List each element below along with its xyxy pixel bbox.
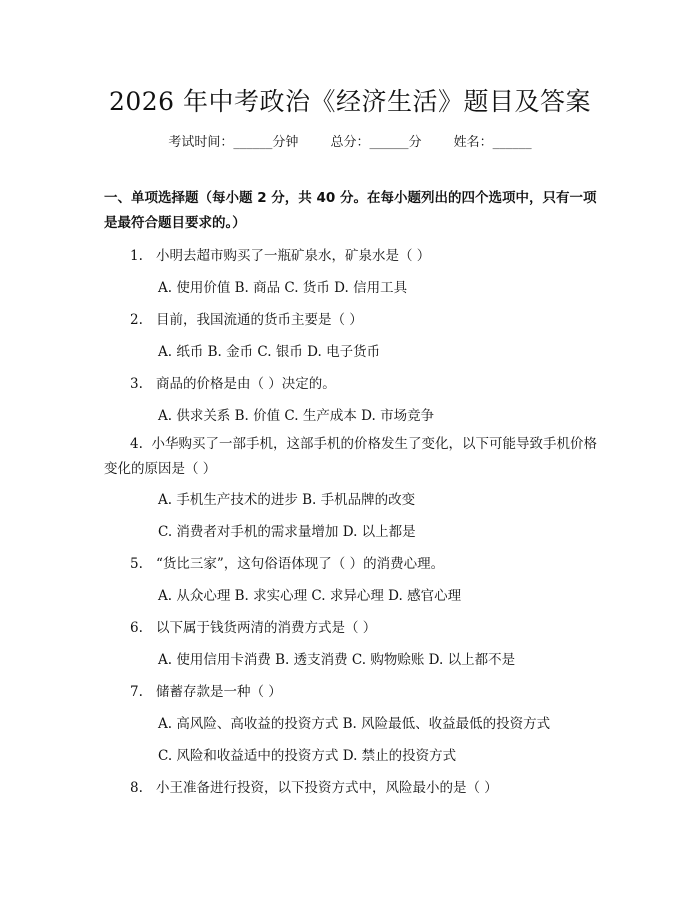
question-options: A. 手机生产技术的进步 B. 手机品牌的改变: [158, 492, 416, 508]
section-heading: 一、单项选择题（每小题 2 分，共 40 分。在每小题列出的四个选项中，只有一项是最符合题目要求的。）: [104, 190, 597, 231]
question-text: 以下属于钱货两清的消费方式是（ ）: [156, 620, 377, 636]
question-number: 2.: [130, 312, 143, 328]
question-number: 3.: [130, 376, 143, 392]
question-options: C. 风险和收益适中的投资方式 D. 禁止的投资方式: [158, 748, 457, 764]
question-number: 7.: [130, 684, 143, 700]
question-number: 5.: [130, 556, 143, 572]
student-name-field: 姓名：______: [453, 135, 532, 150]
question-item: [130, 776, 498, 796]
question-item: [130, 680, 282, 700]
question-item: [130, 244, 430, 264]
question-text: 小华购买了一部手机，这部手机的价格发生了变化，以下可能导致手机价格变化的原因是（ ）: [104, 436, 597, 477]
exam-time-field: 考试时间：______分钟: [168, 135, 299, 150]
question-item: [130, 308, 363, 328]
page-title: 2026 年中考政治《经济生活》题目及答案: [108, 87, 592, 116]
question-text: 储蓄存款是一种（ ）: [156, 684, 282, 700]
question-number: 8.: [130, 780, 143, 796]
question-text: 目前，我国流通的货币主要是（ ）: [156, 312, 363, 328]
question-options: A. 从众心理 B. 求实心理 C. 求异心理 D. 感官心理: [158, 588, 462, 604]
question-item: [130, 616, 376, 636]
question-text: 小王准备进行投资，以下投资方式中，风险最小的是（ ）: [156, 780, 498, 796]
question-item: [130, 372, 336, 392]
question-text: 商品的价格是由（ ）决定的。: [156, 376, 336, 392]
question-options: A. 使用价值 B. 商品 C. 货币 D. 信用工具: [158, 280, 408, 296]
total-score-field: 总分：______分: [330, 135, 422, 150]
question-number: 1.: [130, 248, 143, 264]
question-options: A. 纸币 B. 金币 C. 银币 D. 电子货币: [158, 344, 381, 360]
question-item: [104, 432, 604, 482]
question-number: 4.: [130, 436, 143, 452]
question-text: “货比三家”，这句俗语体现了（ ）的消费心理。: [156, 556, 445, 572]
question-number: 6.: [130, 620, 143, 636]
question-options: A. 高风险、高收益的投资方式 B. 风险最低、收益最低的投资方式: [158, 716, 551, 732]
question-options: C. 消费者对手机的需求量增加 D. 以上都是: [158, 524, 416, 540]
exam-meta: [0, 131, 700, 150]
question-options: A. 供求关系 B. 价值 C. 生产成本 D. 市场竞争: [158, 408, 435, 424]
question-options: A. 使用信用卡消费 B. 透支消费 C. 购物赊账 D. 以上都不是: [158, 652, 516, 668]
question-text: 小明去超市购买了一瓶矿泉水，矿泉水是（ ）: [156, 248, 431, 264]
question-item: [130, 552, 444, 572]
